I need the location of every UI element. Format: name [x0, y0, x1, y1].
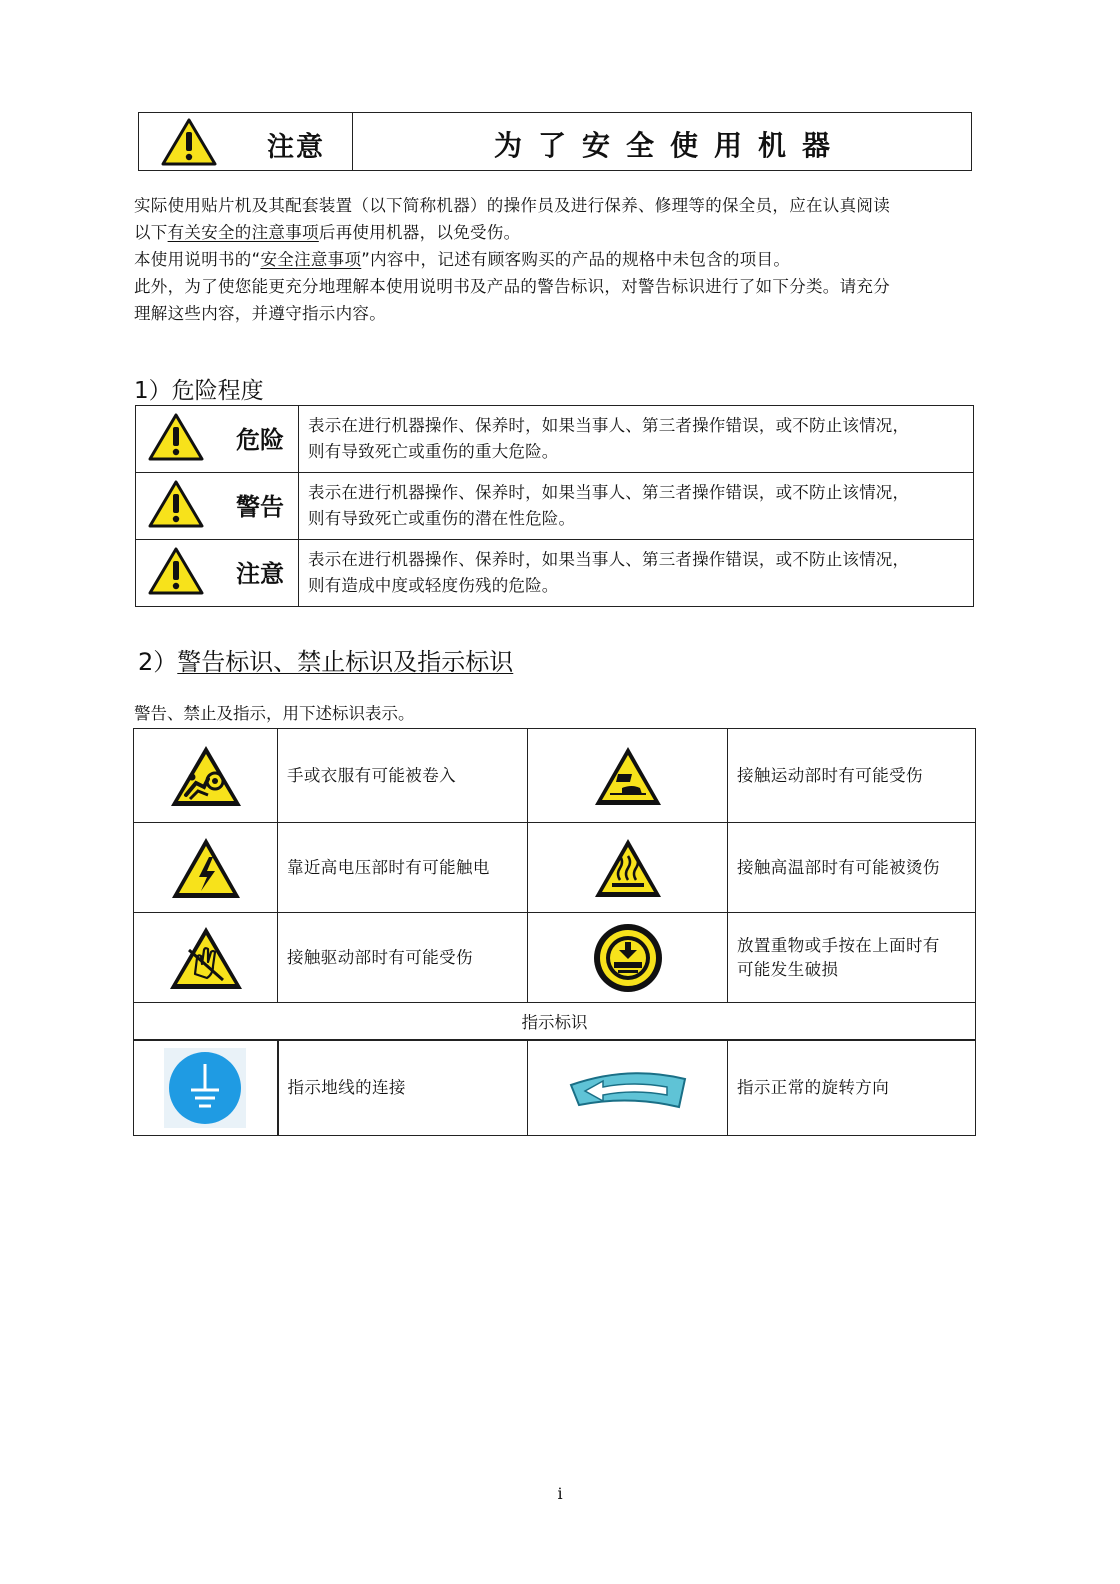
intro-line: 理解这些内容，并遵守指示内容。 — [134, 304, 386, 323]
indication-signs-header: 指示标识 — [134, 1003, 976, 1041]
danger-level-table — [135, 405, 974, 607]
intro-text: ”内容中，记述有顾客购买的产品的规格中未包含的项目。 — [361, 250, 791, 269]
warning-level-description — [299, 473, 974, 540]
sign-description: 接触高温部时有可能被烫伤 — [728, 823, 976, 913]
sign-description: 接触运动部时有可能受伤 — [728, 729, 976, 823]
header-notice-cell — [139, 113, 353, 170]
moving-parts-warning-icon — [592, 744, 664, 808]
sign-description: 指示地线的连接 — [278, 1040, 528, 1135]
intro-text: 本使用说明书的“ — [134, 250, 261, 269]
description-line: 表示在进行机器操作、保养时，如果当事人、第三者操作错误，或不防止该情况， — [308, 416, 910, 435]
signs-intro-text: 警告、禁止及指示，用下述标识表示。 — [134, 704, 415, 723]
table-row — [136, 473, 974, 540]
page-title: 为了安全使用机器 — [493, 129, 846, 162]
entanglement-warning-icon — [168, 743, 244, 809]
sign-description-line: 可能发生破损 — [737, 959, 839, 979]
warning-triangle-icon — [148, 412, 204, 462]
danger-level-cell — [136, 406, 299, 473]
table-row — [136, 406, 974, 473]
description-line: 表示在进行机器操作、保养时，如果当事人、第三者操作错误，或不防止该情况， — [308, 483, 910, 502]
intro-line: 实际使用贴片机及其配套装置（以下简称机器）的操作员及进行保养、修理等的保全员，应在认真阅读 — [134, 196, 890, 215]
description-line: 则有导致死亡或重伤的重大危险。 — [308, 442, 559, 461]
section-signs-title — [138, 642, 513, 677]
hot-surface-warning-icon — [592, 836, 664, 900]
section-number: 2） — [138, 648, 178, 676]
sign-description: 靠近高电压部时有可能触电 — [278, 823, 528, 913]
intro-line — [134, 246, 976, 273]
header-box — [138, 112, 972, 171]
section-danger-level-title: 1）危险程度 — [134, 378, 264, 404]
sign-icon-cell — [528, 823, 728, 913]
caution-level-label: 注意 — [236, 560, 284, 588]
intro-line: 此外，为了使您能更充分地理解本使用说明书及产品的警告标识，对警告标识进行了如下分类。请充分 — [134, 277, 890, 296]
sign-description: 手或衣服有可能被卷入 — [278, 729, 528, 823]
signs-table — [133, 728, 976, 1136]
danger-level-description — [299, 406, 974, 473]
section-title-text: 警告标识、禁止标识及指示标识 — [177, 648, 514, 676]
table-row — [134, 729, 976, 823]
sign-icon-cell — [528, 1040, 728, 1135]
ground-connection-icon — [164, 1048, 246, 1128]
warning-level-label: 警告 — [236, 493, 284, 521]
table-row — [134, 1040, 976, 1135]
sign-description-line: 放置重物或手按在上面时有 — [737, 935, 940, 955]
intro-text: 以下 — [134, 223, 168, 242]
danger-level-label: 危险 — [236, 426, 284, 454]
sign-description — [728, 913, 976, 1003]
description-line: 则有造成中度或轻度伤残的危险。 — [308, 576, 559, 595]
table-row — [134, 823, 976, 913]
sign-icon-cell — [528, 729, 728, 823]
sign-description: 接触驱动部时有可能受伤 — [278, 913, 528, 1003]
no-heavy-load-prohibition-icon — [592, 922, 664, 994]
warning-triangle-icon — [161, 117, 217, 167]
intro-text: 后再使用机器，以免受伤。 — [318, 223, 521, 242]
description-line: 表示在进行机器操作、保养时，如果当事人、第三者操作错误，或不防止该情况， — [308, 550, 910, 569]
high-voltage-warning-icon — [169, 835, 243, 901]
warning-level-cell — [136, 473, 299, 540]
intro-paragraph-1 — [134, 192, 976, 327]
sign-icon-cell — [134, 913, 278, 1003]
warning-triangle-icon — [148, 546, 204, 596]
intro-line — [134, 219, 976, 246]
table-row — [134, 913, 976, 1003]
sign-description: 指示正常的旋转方向 — [728, 1040, 976, 1135]
description-line: 则有导致死亡或重伤的潜在性危险。 — [308, 509, 576, 528]
sign-icon-cell — [134, 729, 278, 823]
safety-precautions-underlined: 安全注意事项 — [260, 250, 362, 269]
table-row — [134, 1003, 976, 1041]
table-row — [136, 540, 974, 607]
drive-part-hand-warning-icon — [167, 924, 245, 992]
caution-level-cell — [136, 540, 299, 607]
header-notice-label: 注意 — [267, 132, 325, 163]
sign-icon-cell — [134, 1040, 278, 1135]
safety-notes-underlined: 有关安全的注意事项 — [167, 223, 319, 242]
rotation-direction-arrow-icon — [563, 1063, 693, 1113]
page-number: i — [557, 1484, 563, 1503]
sign-icon-cell — [528, 913, 728, 1003]
warning-triangle-icon — [148, 479, 204, 529]
sign-icon-cell — [134, 823, 278, 913]
caution-level-description — [299, 540, 974, 607]
